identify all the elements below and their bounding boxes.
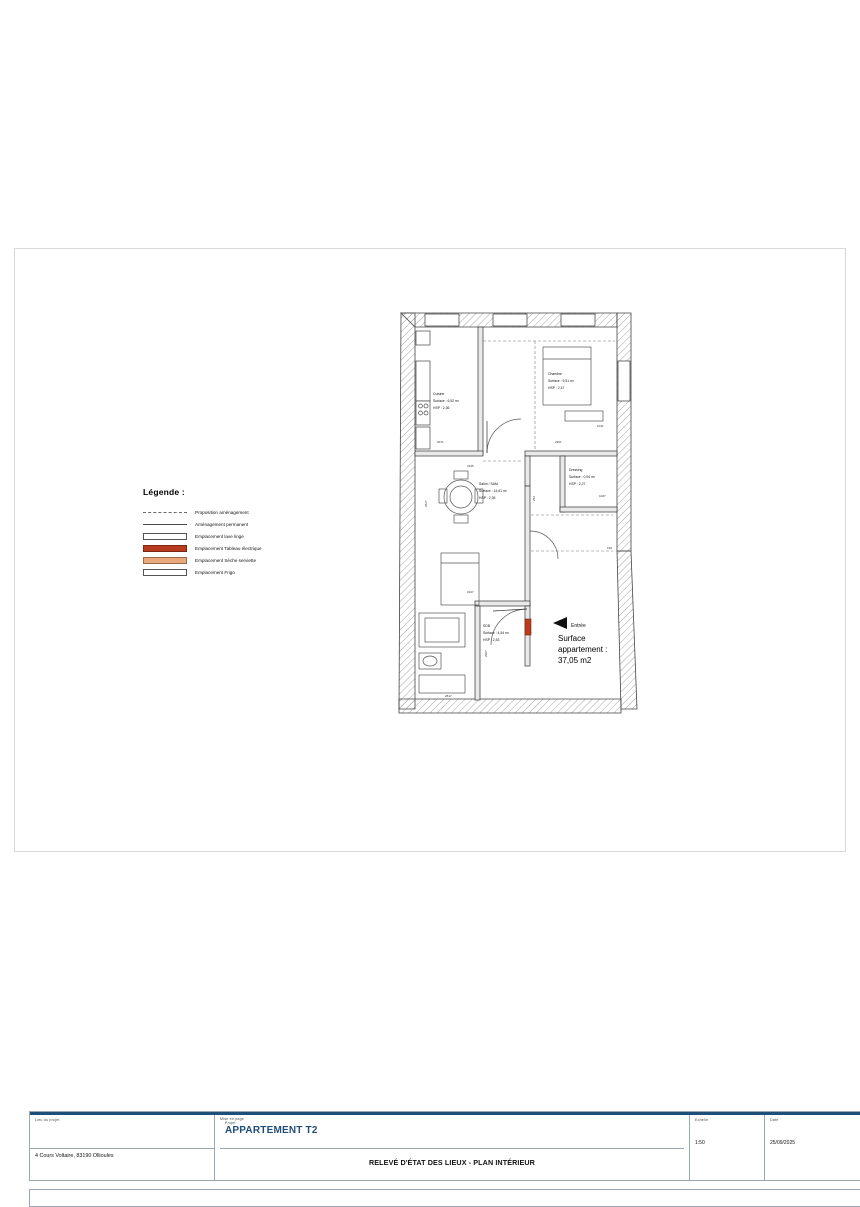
room-surface: Surface : 4,54 m² (483, 631, 510, 635)
room-surface: Surface : 9,51 m² (548, 379, 575, 383)
legend-title: Légende : (143, 487, 185, 497)
room-label-chambre (548, 372, 575, 390)
room-height: HSP : 2,53 (483, 638, 500, 642)
location-value: 4 Cours Voltaire, 83190 Ollioules (35, 1152, 114, 1159)
project-caption: Projet (225, 1121, 236, 1125)
legend-item-tableau-electrique (143, 543, 323, 554)
dimension: 1031 (597, 424, 604, 428)
legend (143, 487, 323, 579)
room-height: HSP : 2,35 (479, 496, 496, 500)
room-name: Chambre (548, 372, 562, 376)
towel-warmer-box-icon (143, 556, 187, 565)
legend-item-label: Proposition aménagement (195, 510, 249, 515)
dimension: 190 (607, 546, 613, 550)
room-height: HSP : 2,47 (548, 386, 565, 390)
room-height: HSP : 2,27 (569, 482, 586, 486)
entry-arrow (553, 617, 567, 629)
room-surface: Surface : 0,94 m² (569, 475, 596, 479)
legend-item-lave-linge (143, 531, 323, 542)
dimension: 1007 (599, 494, 606, 498)
dimension: 2527 (424, 500, 428, 507)
dimension: 2301 (555, 440, 562, 444)
room-label-cuisine (433, 392, 460, 410)
electrical-panel-box-icon (143, 544, 187, 553)
living-room-furniture (439, 471, 483, 605)
room-label-salon-sam (479, 482, 508, 500)
legend-item-seche-serviette (143, 555, 323, 566)
legend-item-proposition (143, 507, 323, 518)
project-value: APPARTEMENT T2 (225, 1125, 318, 1136)
dimension: 2071 (437, 440, 444, 444)
room-surface: Surface : 6,52 m² (433, 399, 460, 403)
fridge-box-icon (143, 568, 187, 577)
kitchen-fixtures (416, 331, 430, 449)
document-value: RELEVÉ D'ÉTAT DES LIEUX - PLAN INTÉRIEUR (369, 1158, 535, 1168)
legend-item-permanent (143, 519, 323, 530)
room-label-dressing (569, 468, 596, 486)
room-surface: Surface : 14,61 m² (479, 489, 507, 493)
surface-note-line2: appartement : (558, 644, 608, 654)
drawing-sheet-inner (15, 249, 845, 1168)
date-value: 25/09/2025 (770, 1140, 796, 1146)
legend-item-label: Emplacement Sèche serviette (195, 558, 257, 563)
room-name: SDB (483, 624, 490, 628)
room-label-sdb (483, 624, 510, 642)
title-block-location-cell (30, 1115, 215, 1180)
document-caption: Mise en page (220, 1117, 244, 1121)
bedroom-furniture (543, 347, 603, 421)
title-block-grid (30, 1115, 860, 1180)
title-block-footer-strip (29, 1189, 860, 1207)
dimension: 3247 (467, 590, 474, 594)
surface-note-line1: Surface (558, 634, 586, 643)
solid-line-icon (143, 520, 187, 529)
dashed-line-icon (143, 508, 187, 517)
electrical-panel-marker (525, 619, 531, 635)
title-block-date-cell (765, 1115, 860, 1180)
title-block-scale-cell (690, 1115, 765, 1180)
title-block-project-cell (215, 1115, 690, 1180)
legend-item-frigo (143, 567, 323, 578)
dimension: 2817 (445, 694, 452, 698)
room-name: Cuisine (433, 392, 445, 396)
surface-note-line3: 37,05 m2 (558, 655, 592, 665)
legend-item-label: Aménagement permanent (195, 522, 249, 527)
bathroom-fixtures (419, 613, 465, 693)
room-name: Dressing (569, 468, 583, 472)
dimension: 2907 (484, 650, 488, 657)
scale-value: 1:50 (695, 1140, 705, 1146)
entry-label: Entrée (571, 623, 586, 629)
legend-item-label: Emplacement Frigo (195, 570, 235, 575)
title-block (29, 1111, 860, 1181)
surface-note (558, 634, 607, 666)
drawing-sheet (14, 248, 846, 1168)
legend-item-label: Emplacement lave linge (195, 534, 244, 539)
date-caption: Date (770, 1118, 779, 1122)
legend-item-label: Emplacement Tableau électrique (195, 546, 262, 551)
location-value-row (30, 1148, 214, 1181)
project-row (220, 1118, 684, 1148)
location-caption-row (30, 1115, 214, 1148)
room-name: Salon / SAM (479, 482, 498, 486)
dimension: 252 (532, 495, 536, 501)
washer-box-icon (143, 532, 187, 541)
room-height: HSP : 2,36 (433, 406, 450, 410)
dimension: 4135 (467, 464, 474, 468)
scale-caption: Echelle (695, 1118, 709, 1122)
location-caption: Lieu du projet (35, 1118, 60, 1122)
